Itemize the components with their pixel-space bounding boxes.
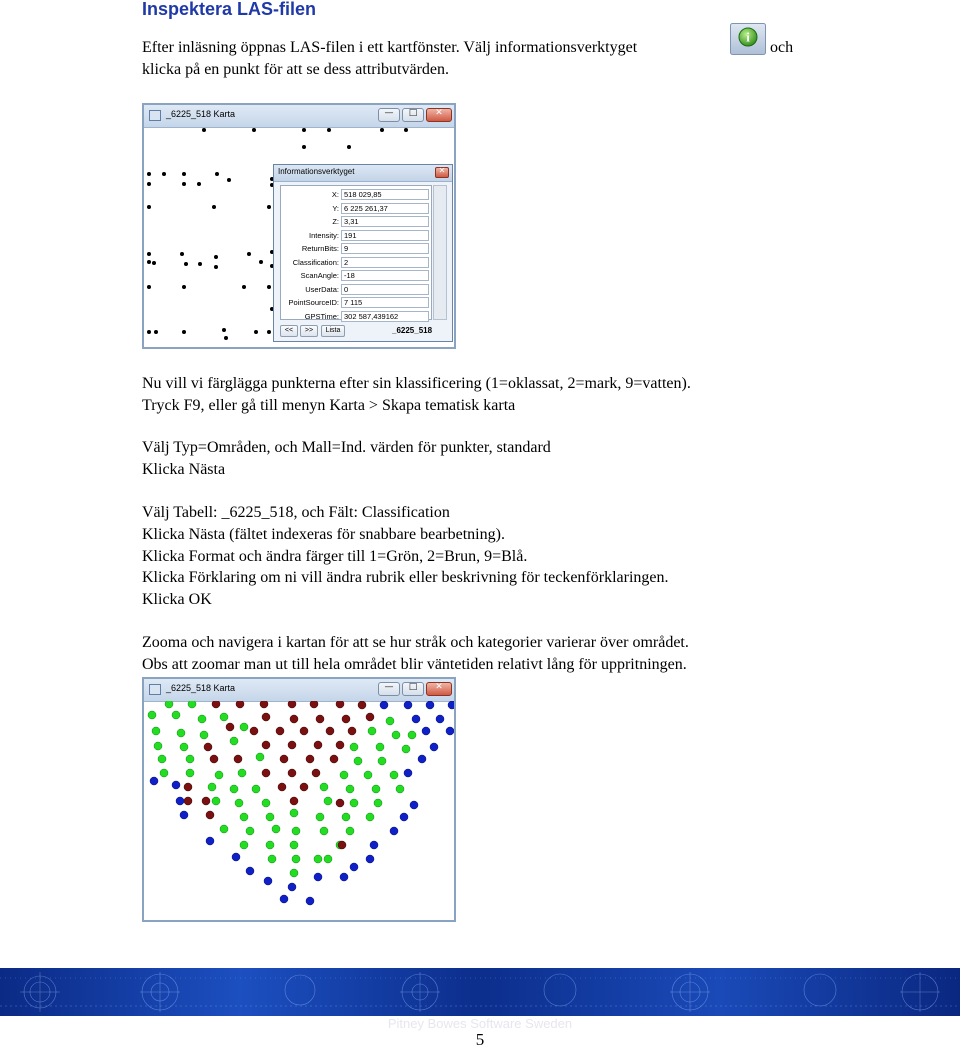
- field-value[interactable]: 6 225 261,37: [341, 203, 429, 214]
- close-icon: ✕: [435, 108, 443, 118]
- intro-line-1-text: Efter inläsning öppnas LAS-filen i ett kartfönster. Välj informationsverktyget: [142, 39, 638, 56]
- field-value[interactable]: 2: [341, 257, 429, 268]
- field-row-y: [281, 202, 433, 215]
- close-icon: ✕: [435, 682, 443, 692]
- instruction-8: Klicka Förklaring om ni vill ändra rubrik eller beskrivning för teckenförklaringen.: [142, 569, 669, 586]
- field-value[interactable]: 9: [341, 243, 429, 254]
- map-window-icon: [149, 110, 161, 121]
- field-label: X:: [331, 190, 339, 199]
- info-dialog-titlebar[interactable]: [274, 165, 452, 182]
- info-dialog-title: Informationsverktyget: [278, 167, 355, 176]
- field-value[interactable]: -18: [341, 270, 429, 281]
- field-value[interactable]: 302 587,439162: [341, 311, 429, 322]
- instruction-9: Klicka OK: [142, 591, 212, 608]
- maximize-icon: □: [408, 682, 418, 692]
- layer-name: _6225_518: [392, 326, 433, 335]
- info-scrollbar[interactable]: [433, 185, 447, 320]
- nav-prev-button[interactable]: <<: [280, 325, 298, 337]
- map-window-2[interactable]: [142, 677, 456, 922]
- field-value[interactable]: 0: [341, 284, 429, 295]
- instruction-3: Välj Typ=Områden, och Mall=Ind. värden för punkter, standard: [142, 439, 551, 456]
- intro-line-2: klicka på en punkt för att se dess attributvärden.: [142, 61, 450, 78]
- field-label: Z:: [332, 217, 339, 226]
- minimize-button[interactable]: [378, 108, 400, 122]
- svg-text:i: i: [746, 29, 750, 45]
- section-heading: Inspektera LAS-filen: [142, 0, 317, 19]
- instruction-7: Klicka Format och ändra färger till 1=Grön, 2=Brun, 9=Blå.: [142, 548, 528, 565]
- field-value[interactable]: 7 115: [341, 297, 429, 308]
- field-label: Y:: [332, 203, 339, 213]
- field-row-classification: [281, 256, 433, 269]
- map-window-2-title: _6225_518 Karta: [166, 683, 236, 693]
- instruction-5: Välj Tabell: _6225_518, och Fält: Classification: [142, 504, 450, 521]
- info-dialog[interactable]: [273, 164, 453, 342]
- map-window-icon: [149, 684, 161, 695]
- field-label: GPSTime:: [304, 311, 339, 321]
- map-window-1[interactable]: [142, 103, 456, 349]
- minimize-icon: —: [384, 682, 394, 692]
- footer-pattern: [0, 968, 960, 1016]
- field-value[interactable]: 3,31: [341, 216, 429, 227]
- field-label: PointSourceID:: [288, 298, 339, 307]
- footer-company: Pitney Bowes Software Sweden: [387, 1016, 573, 1031]
- instruction-6: Klicka Nästa (fältet indexeras för snabbare bearbetning).: [142, 526, 505, 543]
- field-label: Intensity:: [308, 230, 339, 240]
- field-row-intensity: [281, 229, 433, 242]
- close-button[interactable]: [426, 108, 452, 122]
- field-label: UserData:: [305, 284, 339, 294]
- nav-list-button[interactable]: Lista: [321, 325, 345, 337]
- nav-next-button[interactable]: >>: [300, 325, 318, 337]
- info-fields-panel: [280, 185, 432, 320]
- close-icon: ✕: [438, 166, 446, 175]
- info-close-button[interactable]: [435, 167, 449, 178]
- field-label: ReturnBits:: [301, 244, 339, 253]
- field-row-z: [281, 215, 433, 228]
- instruction-2: Tryck F9, eller gå till menyn Karta > Skapa tematisk karta: [142, 397, 516, 414]
- maximize-button[interactable]: [402, 108, 424, 122]
- field-value[interactable]: 191: [341, 230, 429, 241]
- map-window-1-title: _6225_518 Karta: [166, 109, 236, 119]
- field-row-x: [281, 188, 433, 201]
- field-row-pointsourceid: [281, 296, 433, 309]
- maximize-button[interactable]: [402, 682, 424, 696]
- close-button[interactable]: [426, 682, 452, 696]
- maximize-icon: □: [408, 108, 418, 118]
- intro-line-1: [142, 37, 637, 59]
- instruction-1: Nu vill vi färglägga punkterna efter sin klassificering (1=oklassat, 2=mark, 9=vatten).: [142, 375, 691, 392]
- page-number: 5: [475, 1030, 485, 1049]
- thematic-point-map[interactable]: [144, 701, 454, 921]
- field-row-scanangle: [281, 269, 433, 282]
- field-row-returnbits: [281, 242, 433, 255]
- map-window-2-titlebar[interactable]: [144, 679, 454, 702]
- instruction-11: Obs att zoomar man ut till hela området blir väntetiden relativt lång för uppritningen.: [142, 656, 687, 673]
- map-window-1-titlebar[interactable]: [144, 105, 454, 128]
- intro-line-1-end: och: [770, 39, 794, 56]
- field-label: Classification:: [292, 257, 339, 267]
- minimize-button[interactable]: [378, 682, 400, 696]
- field-row-userdata: [281, 283, 433, 296]
- field-value[interactable]: 518 029,85: [341, 189, 429, 200]
- info-tool-icon: [730, 23, 766, 55]
- instruction-10: Zooma och navigera i kartan för att se hur stråk och kategorier varierar över området.: [142, 634, 689, 651]
- minimize-icon: —: [384, 108, 394, 118]
- field-label: ScanAngle:: [300, 271, 339, 280]
- footer-banner: [0, 968, 960, 1016]
- field-row-gpstime: [281, 310, 433, 323]
- instruction-4: Klicka Nästa: [142, 461, 226, 478]
